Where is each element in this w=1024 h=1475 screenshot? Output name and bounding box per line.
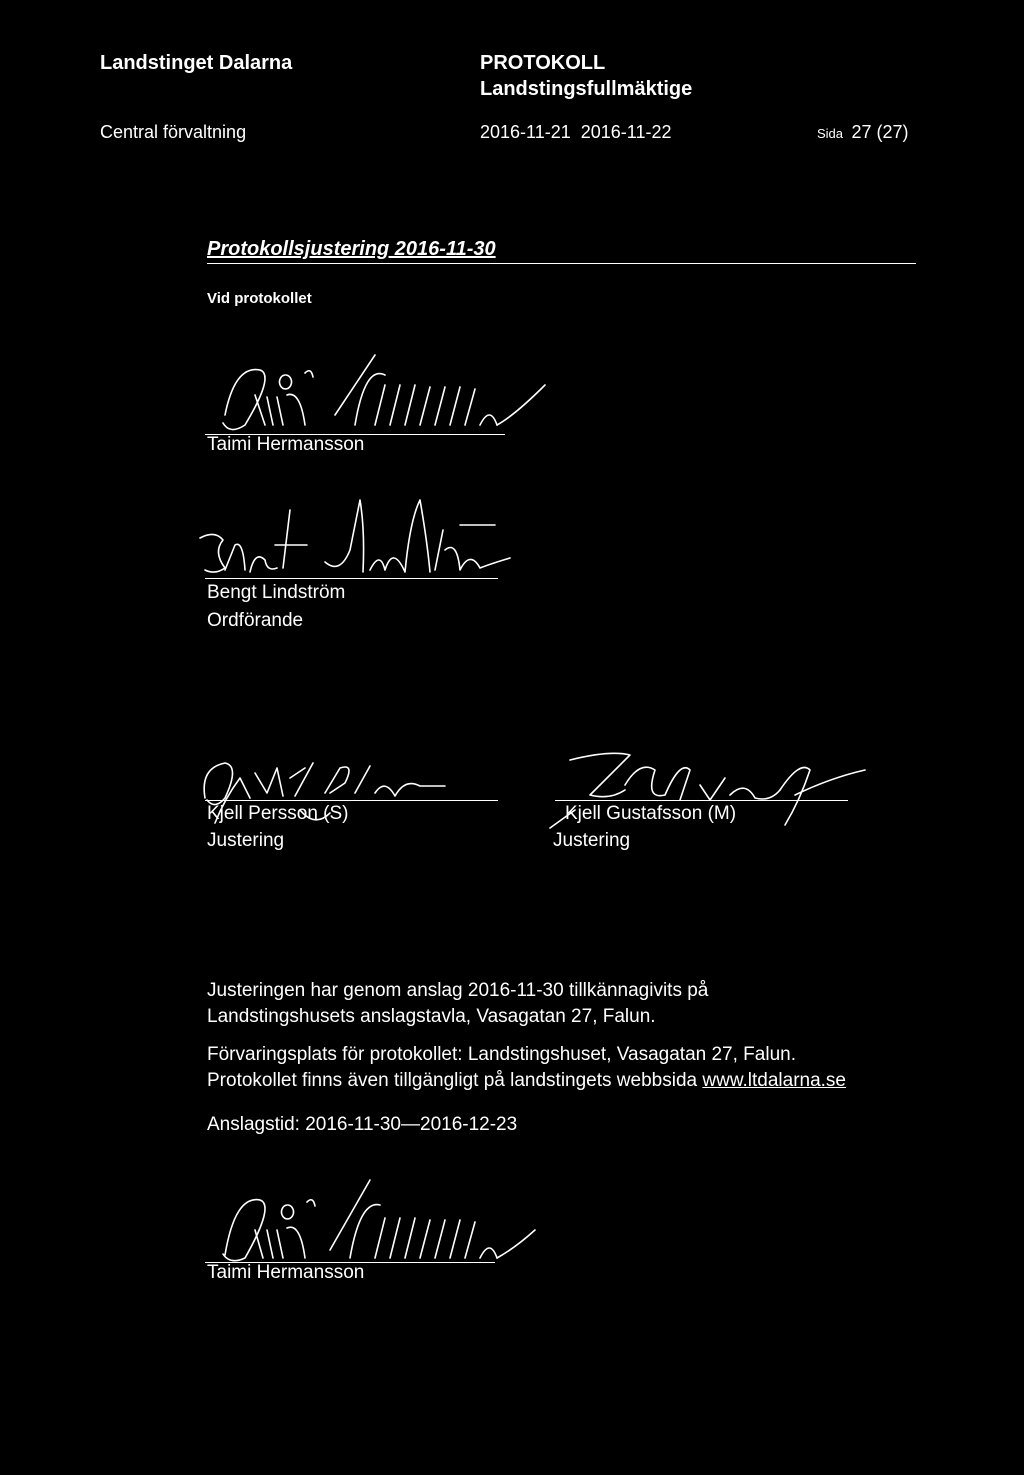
- availability-line: [207, 1068, 846, 1094]
- section-subtitle: Vid protokollet: [207, 290, 312, 307]
- signature-line-adjuster-2: [555, 800, 848, 801]
- signature-certifier: [205, 1170, 545, 1270]
- chair-role: Ordförande: [207, 610, 304, 631]
- adjuster-2-name: Kjell Gustafsson (M): [565, 803, 737, 824]
- storage-location: Förvaringsplats för protokollet: Landstingshuset, Vasagatan 27, Falun.: [207, 1044, 796, 1065]
- section-title: Protokollsjustering 2016-11-30: [207, 238, 496, 260]
- page-label: Sida: [817, 126, 844, 141]
- availability-text: Protokollet finns även tillgängligt på landstingets webbsida: [207, 1070, 703, 1091]
- signature-secretary: [205, 345, 555, 440]
- governing-body: Landstingsfullmäktige: [480, 78, 693, 100]
- page-number: 27 (27): [851, 122, 909, 142]
- notice-line-2: Landstingshusets anslagstavla, Vasagatan 27, Falun.: [207, 1006, 656, 1027]
- website-link[interactable]: www.ltdalarna.se: [702, 1070, 846, 1091]
- title-rule: [207, 263, 916, 264]
- adjuster-1-role: Justering: [207, 830, 285, 851]
- adjuster-2-role: Justering: [553, 830, 631, 851]
- signature-chair: [195, 490, 515, 590]
- adjuster-1-name: Kjell Persson (S): [207, 803, 349, 824]
- signature-adjuster-2: [530, 740, 870, 840]
- secretary-name: Taimi Hermansson: [207, 434, 365, 455]
- meeting-dates: 2016-11-21 2016-11-22: [480, 122, 672, 142]
- chair-name: Bengt Lindström: [207, 582, 346, 603]
- organization-name: Landstinget Dalarna: [100, 52, 293, 74]
- department: Central förvaltning: [100, 122, 247, 142]
- document-type: PROTOKOLL: [480, 52, 606, 74]
- certifier-name: Taimi Hermansson: [207, 1262, 365, 1283]
- posting-period: Anslagstid: 2016-11-30—2016-12-23: [207, 1114, 518, 1135]
- notice-line-1: Justeringen har genom anslag 2016-11-30 tillkännagivits på: [207, 980, 709, 1001]
- signature-line-adjuster-1: [205, 800, 498, 801]
- signature-line-chair: [205, 578, 498, 579]
- page-indicator: [817, 122, 909, 143]
